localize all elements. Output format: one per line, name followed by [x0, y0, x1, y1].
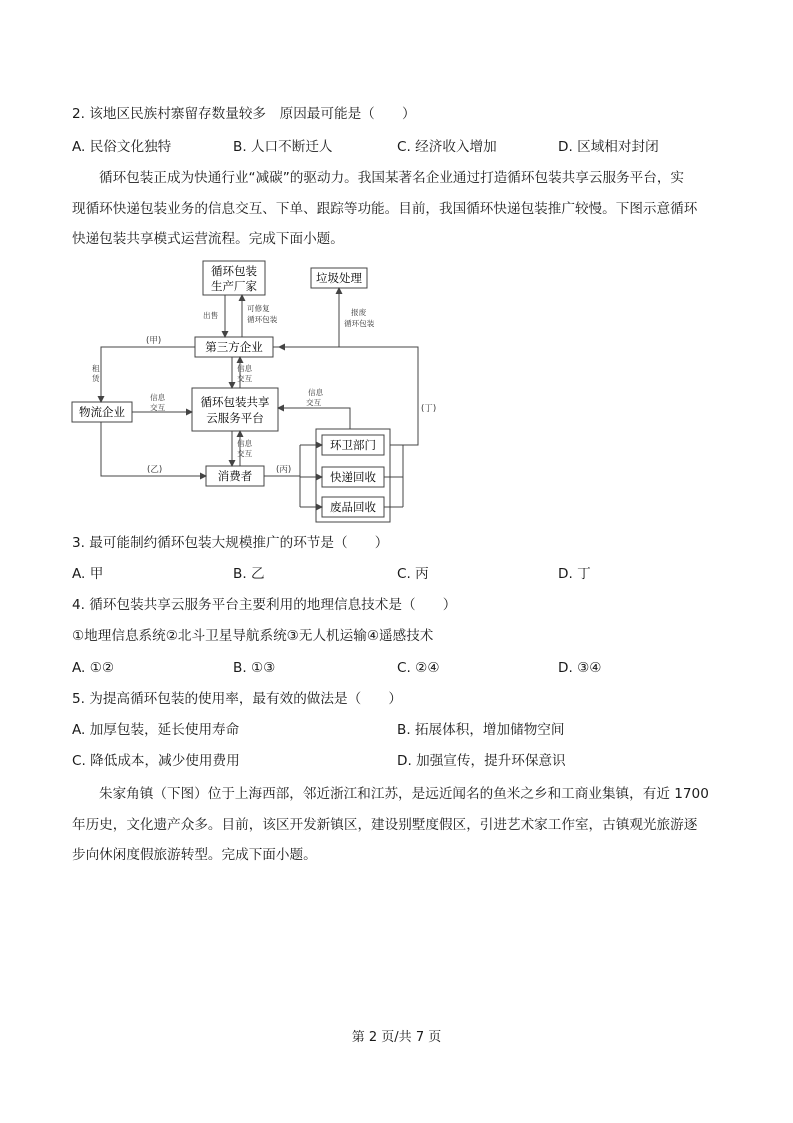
- passage2-line-2: 年历史，文化遗产众多。目前，该区开发新镇区，建设别墅度假区，引进艺术家工作室，古镇观光旅游逐: [72, 816, 698, 833]
- third-party-label: 第三方企业: [205, 340, 263, 354]
- q5-stem: 5. 为提高循环包装的使用率，最有效的做法是（ ）: [72, 691, 402, 707]
- label-info4-2: 交互: [237, 449, 253, 458]
- q4-sub-items: ①地理信息系统②北斗卫星导航系统③无人机运输④遥感技术: [72, 628, 434, 644]
- packaging-flow-diagram: [0, 255, 793, 525]
- label-yi: (乙): [147, 465, 163, 475]
- label-info4-1: 信息: [237, 439, 253, 448]
- label-info2-2: 交互: [150, 403, 166, 412]
- label-ding: (丁): [421, 404, 437, 414]
- label-repairable-2: 循环包装: [247, 315, 278, 324]
- factory-label-1: 循环包装: [211, 264, 257, 278]
- consumer-label: 消费者: [217, 469, 253, 483]
- waste-label: 垃圾处理: [316, 271, 362, 285]
- label-sell: 出售: [203, 311, 219, 320]
- q2-option-d: D. 区域相对封闭: [558, 139, 659, 155]
- q3-option-d: D. 丁: [558, 566, 591, 582]
- label-jia: (甲): [146, 336, 162, 346]
- passage2-line-1: 朱家角镇（下图）位于上海西部，邻近浙江和江苏，是远近闻名的鱼米之乡和工商业集镇，有近 1700: [99, 786, 709, 802]
- q4-option-a: A. ①②: [72, 660, 115, 676]
- page-footer: 第 2 页/共 7 页: [351, 1030, 442, 1045]
- factory-label-2: 生产厂家: [211, 279, 257, 293]
- q2-option-b: B. 人口不断迁人: [233, 139, 333, 155]
- q3-option-b: B. 乙: [233, 566, 265, 582]
- q5-option-d: D. 加强宣传，提升环保意识: [397, 753, 566, 769]
- q3-option-c: C. 丙: [397, 566, 429, 582]
- q5-option-a: A. 加厚包装，延长使用寿命: [72, 722, 240, 738]
- q4-option-d: D. ③④: [558, 660, 602, 676]
- passage-zhujiajiao: [72, 779, 722, 871]
- label-info3-1: 信息: [308, 388, 324, 397]
- q4-option-b: B. ①③: [233, 660, 276, 676]
- label-repairable-1: 可修复: [247, 304, 270, 313]
- label-info1-2: 交互: [237, 374, 253, 383]
- q5-option-b: B. 拓展体积，增加储物空间: [397, 722, 565, 738]
- passage2-line-3: 步向休闲度假旅游转型。完成下面小题。: [72, 847, 317, 863]
- label-rent-1: 租: [92, 364, 100, 373]
- platform-label-1: 循环包装共享: [200, 395, 270, 409]
- q2-option-a: A. 民俗文化独特: [72, 139, 172, 155]
- passage1-line-1: 循环包装正成为快通行业“减碳”的驱动力。我国某著名企业通过打造循环包装共享云服务平台，实: [99, 170, 685, 186]
- sanitation-label: 环卫部门: [330, 438, 376, 452]
- q2-option-c: C. 经济收入增加: [397, 139, 497, 155]
- passage1-line-2: 现循环快递包装业务的信息交互、下单、跟踪等功能。目前，我国循环快递包装推广较慢。下图示意循环: [72, 200, 698, 217]
- label-info3-2: 交互: [306, 398, 322, 407]
- express-recycle-label: 快递回收: [330, 470, 376, 484]
- q3-stem: 3. 最可能制约循环包装大规模推广的环节是（ ）: [72, 535, 389, 551]
- scrap-recycle-label: 废品回收: [330, 500, 376, 514]
- label-info1-1: 信息: [237, 364, 253, 373]
- logistics-label: 物流企业: [79, 405, 125, 419]
- q4-option-c: C. ②④: [397, 660, 440, 676]
- label-rent-2: 赁: [92, 374, 100, 383]
- q5-option-c: C. 降低成本，减少使用费用: [72, 753, 240, 769]
- label-scrapped-1: 报废: [351, 308, 367, 317]
- label-bing: (丙): [276, 465, 292, 475]
- passage1-line-3: 快递包装共享模式运营流程。完成下面小题。: [72, 231, 344, 247]
- label-info2-1: 信息: [150, 393, 166, 402]
- passage-recycling-packaging: [72, 163, 722, 255]
- label-scrapped-2: 循环包装: [344, 319, 375, 328]
- platform-label-2: 云服务平台: [206, 411, 264, 425]
- q3-option-a: A. 甲: [72, 566, 104, 582]
- q4-stem: 4. 循环包装共享云服务平台主要利用的地理信息技术是（ ）: [72, 597, 457, 613]
- q2-stem: 2. 该地区民族村寨留存数量较多 原因最可能是（ ）: [72, 106, 416, 122]
